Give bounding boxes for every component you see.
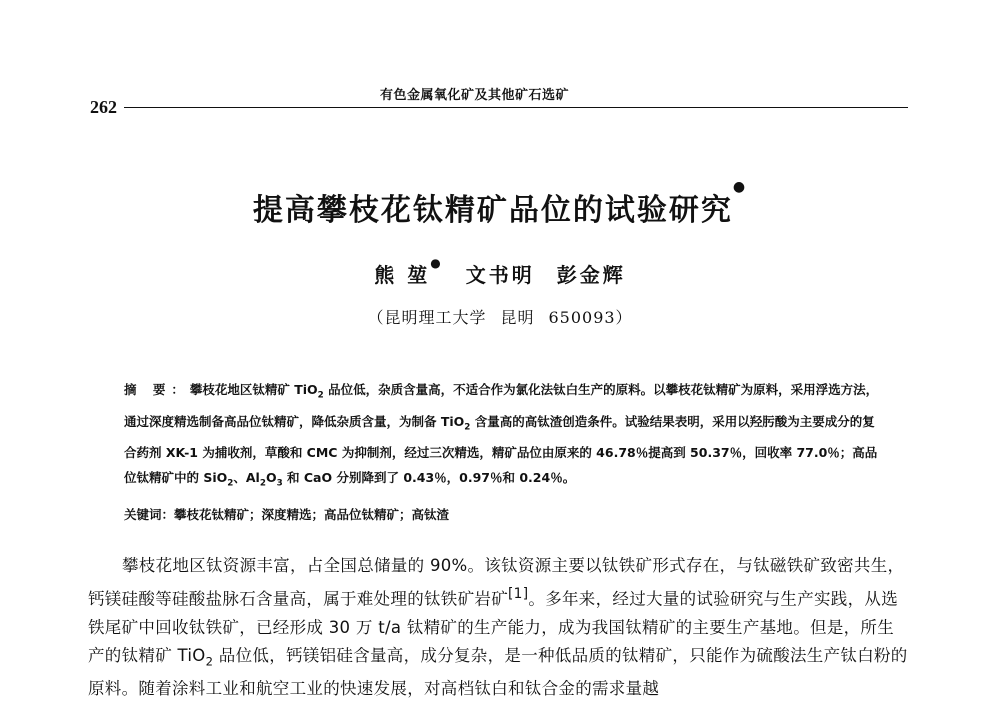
affiliation-institution: （昆明理工大学 [367, 308, 487, 327]
citation[interactable]: [1] [508, 586, 529, 602]
affiliation [0, 305, 1000, 328]
subscript: 2 [464, 422, 471, 432]
abstract-text: 、Al [233, 470, 260, 485]
title-text: 提高攀枝花钛精矿品位的试验研究 [252, 193, 733, 228]
abstract-text: O [265, 470, 277, 485]
abstract [124, 377, 882, 497]
affiliation-postcode: 650093） [548, 308, 633, 327]
keywords [124, 505, 882, 523]
subscript: 2 [317, 390, 324, 401]
subscript: 2 [205, 653, 214, 668]
author-name: 彭金辉 [556, 263, 626, 287]
abstract-text: 含量高的高钛渣创造条件。试验结果表明，采用以羟肟酸为主要成分的复合药剂 XK-1 为捕收剂，草酸和 CMC 为抑制剂，经过三次精选，精矿品位由原来的 46.78％提高到 50.37％，回收率 77.0％；高品位钛精矿中的 SiO [124, 413, 878, 485]
body-text: 。多年来，经过大量的试验研究与生产实践，从选铁尾矿中回收钛铁矿，已经形成 30 万 t/a 钛精矿的生产能力，成为我国钛精矿的主要生产基地。但是，所生产的钛精矿 TiO [88, 589, 898, 665]
title-footnote-mark: ● [732, 179, 748, 195]
author-footnote-mark: ● [430, 256, 444, 270]
keywords-label: 关键词： [124, 507, 175, 522]
abstract-text: 攀枝花地区钛精矿 TiO [189, 382, 318, 397]
subscript: 2 [259, 478, 266, 489]
subscript: 3 [276, 478, 283, 489]
page-number: 262 [90, 97, 117, 117]
body-text: 品位低，钙镁铝硅含量高，成分复杂，是一种低品质的钛精矿，只能作为硫酸法生产钛白粉的原料。随着涂料工业和航空工业的快速发展，对高档钛白和钛合金的需求量越 [88, 645, 908, 698]
subscript: 2 [227, 478, 234, 489]
paper-title [0, 179, 1000, 229]
body-text: 攀枝花地区钛资源丰富，占全国总储量的 90%。该钛资源主要以钛铁矿形式存在，与钛磁铁矿致密共生，钙镁硅酸等硅酸盐脉石含量高，属于难处理的钛铁矿岩矿 [88, 556, 905, 609]
header-rule [124, 107, 908, 108]
abstract-text: 品位低，杂质含量高，不适合作为氯化法钛白生产的原料。以攀枝花钛精矿为原料，采用浮选方法，通过深度精选制备高品位钛精矿，降低杂质含量，为制备 TiO [124, 382, 879, 429]
abstract-label: 摘 要： [124, 382, 190, 397]
keywords-text: 攀枝花钛精矿；深度精选；高品位钛精矿；高钛渣 [174, 507, 450, 522]
running-title: 有色金属氧化矿及其他矿石选矿 [380, 88, 570, 103]
abstract-text: 和 CaO 分别降到了 0.43％，0.97％和 0.24％。 [282, 470, 576, 485]
author-name: 文书明 [465, 263, 535, 287]
author-name: 熊 堃 [374, 263, 431, 287]
body-paragraph [88, 552, 910, 703]
author-list [0, 256, 1000, 288]
affiliation-city: 昆明 [500, 308, 535, 327]
